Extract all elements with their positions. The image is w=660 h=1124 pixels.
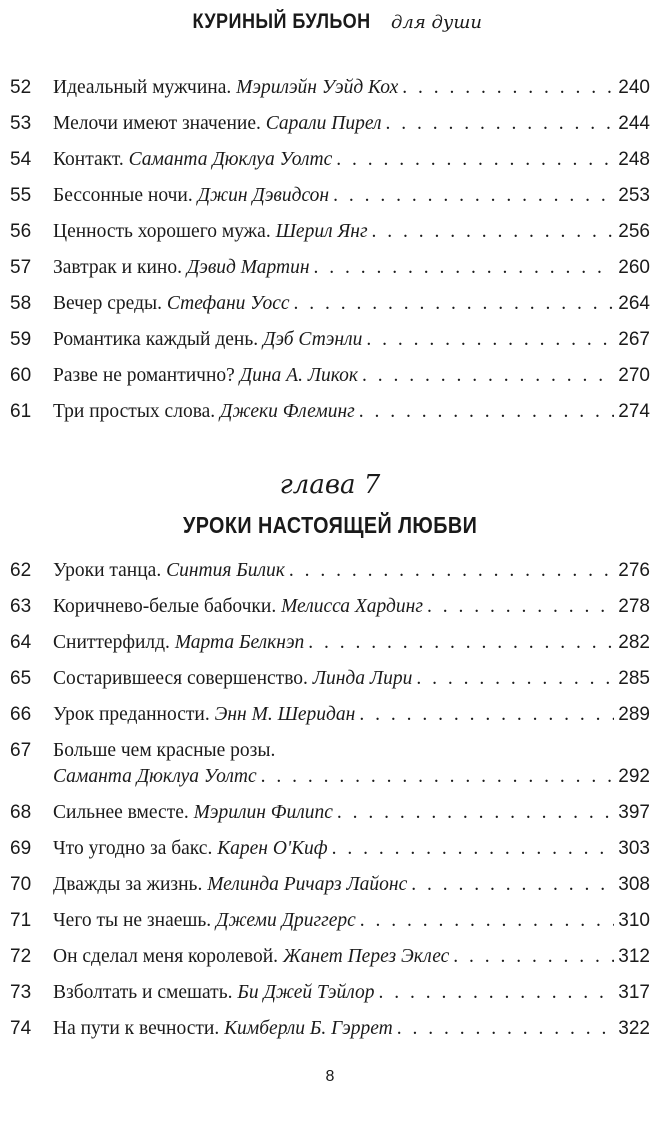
entry-author: Синтия Билик — [166, 560, 285, 581]
toc-entry[interactable] — [10, 735, 650, 797]
entry-number: 74 — [10, 1018, 32, 1039]
entry-page: 289 — [618, 704, 650, 725]
entry-page: 240 — [618, 77, 650, 98]
entry-number: 56 — [10, 221, 32, 242]
entry-number: 68 — [10, 802, 32, 823]
entry-author: Би Джей Тэйлор — [237, 982, 375, 1003]
entry-author: Мелинда Ричарз Лайонс — [207, 874, 408, 895]
toc-entry[interactable] — [10, 833, 650, 869]
entry-number: 67 — [10, 740, 32, 761]
entry-title: Чего ты не знаешь. — [53, 910, 212, 931]
toc-entry[interactable] — [10, 180, 650, 216]
toc-entry[interactable] — [10, 216, 650, 252]
entry-title: Уроки танца. — [53, 560, 162, 581]
entry-page: 256 — [618, 221, 650, 242]
chapter-label: глава 7 — [279, 470, 381, 500]
entry-page: 282 — [618, 632, 650, 653]
dot-leader — [294, 291, 615, 317]
toc-entry[interactable] — [10, 663, 650, 699]
toc-entry[interactable] — [10, 252, 650, 288]
dot-leader — [336, 147, 614, 173]
entry-number: 70 — [10, 874, 32, 895]
toc-section-1 — [10, 72, 650, 432]
toc-entry[interactable] — [10, 905, 650, 941]
dot-leader — [289, 558, 614, 584]
entry-title: Состарившееся совершенство. — [53, 668, 308, 689]
dot-leader — [333, 183, 614, 209]
entry-title: Сильнее вместе. — [53, 802, 189, 823]
dot-leader — [362, 363, 614, 389]
entry-author: Сарали Пирел — [265, 113, 382, 134]
dot-leader — [314, 255, 615, 281]
toc-entry[interactable] — [10, 591, 650, 627]
entry-page: 264 — [618, 293, 650, 314]
entry-number: 73 — [10, 982, 32, 1003]
entry-number: 71 — [10, 910, 32, 931]
toc-entry[interactable] — [10, 797, 650, 833]
dot-leader — [402, 75, 614, 101]
entry-title: Коричнево-белые бабочки. — [53, 596, 277, 617]
toc-entry[interactable] — [10, 288, 650, 324]
page-number: 8 — [325, 1068, 335, 1085]
entry-author: Мэрилин Филипс — [193, 802, 333, 823]
running-header-title: КУРИНЫЙ БУЛЬОН — [192, 10, 371, 33]
entry-page: 322 — [618, 1018, 650, 1039]
entry-author: Саманта Дюклуа Уолтс — [53, 766, 257, 787]
entry-author: Джеки Флеминг — [220, 401, 355, 422]
entry-title: Вечер среды. — [53, 293, 162, 314]
entry-number: 52 — [10, 77, 32, 98]
entry-title: Бессонные ночи. — [53, 185, 193, 206]
entry-page: 274 — [618, 401, 650, 422]
entry-title: Взболтать и смешать. — [53, 982, 233, 1003]
toc-entry[interactable] — [10, 555, 650, 591]
dot-leader — [308, 630, 614, 656]
entry-author: Марта Белкнэп — [174, 632, 305, 653]
toc-entry[interactable] — [10, 108, 650, 144]
toc-entry[interactable] — [10, 72, 650, 108]
entry-title: Больше чем красные розы. — [53, 740, 276, 761]
dot-leader — [359, 399, 615, 425]
entry-number: 54 — [10, 149, 32, 170]
entry-title: Что угодно за бакс. — [53, 838, 213, 859]
toc-entry[interactable] — [10, 360, 650, 396]
toc-entry[interactable] — [10, 1013, 650, 1049]
toc-section-2 — [10, 555, 650, 1049]
entry-author: Дина А. Ликок — [239, 365, 359, 386]
entry-page: 312 — [618, 946, 650, 967]
entry-author: Джеми Дриггерс — [216, 910, 356, 931]
entry-number: 63 — [10, 596, 32, 617]
entry-author: Шерил Янг — [275, 221, 368, 242]
toc-entry[interactable] — [10, 627, 650, 663]
entry-number: 62 — [10, 560, 32, 581]
dot-leader — [411, 872, 614, 898]
entry-page: 285 — [618, 668, 650, 689]
entry-title: Завтрак и кино. — [53, 257, 182, 278]
dot-leader — [372, 219, 615, 245]
entry-page: 244 — [618, 113, 650, 134]
entry-page: 303 — [618, 838, 650, 859]
entry-page: 278 — [618, 596, 650, 617]
entry-title: Ценность хорошего мужа. — [53, 221, 271, 242]
chapter-title-text: УРОКИ НАСТОЯЩЕЙ ЛЮБВИ — [182, 512, 478, 538]
entry-page: 310 — [618, 910, 650, 931]
entry-author: Мэрилэйн Уэйд Кох — [236, 77, 399, 98]
entry-title: Урок преданности. — [53, 704, 210, 725]
entry-number: 65 — [10, 668, 32, 689]
running-header — [0, 10, 660, 34]
entry-title: Он сделал меня королевой. — [53, 946, 279, 967]
dot-leader — [386, 111, 615, 137]
entry-title: Три простых слова. — [53, 401, 216, 422]
dot-leader — [359, 702, 614, 728]
entry-page: 270 — [618, 365, 650, 386]
entry-author: Энн М. Шеридан — [214, 704, 356, 725]
entry-page: 397 — [618, 802, 650, 823]
dot-leader — [261, 764, 615, 790]
dot-leader — [360, 908, 615, 934]
entry-number: 57 — [10, 257, 32, 278]
entry-page: 267 — [618, 329, 650, 350]
running-header-script: для души — [391, 12, 483, 33]
entry-number: 58 — [10, 293, 32, 314]
entry-number: 66 — [10, 704, 32, 725]
entry-author: Стефани Уосс — [166, 293, 290, 314]
entry-number: 61 — [10, 401, 32, 422]
entry-page: 253 — [618, 185, 650, 206]
toc-entry[interactable] — [10, 869, 650, 905]
entry-author: Дэб Стэнли — [263, 329, 363, 350]
dot-leader — [332, 836, 615, 862]
entry-number: 64 — [10, 632, 32, 653]
toc-entry[interactable] — [10, 396, 650, 432]
entry-page: 260 — [618, 257, 650, 278]
entry-title: Романтика каждый день. — [53, 329, 259, 350]
entry-author: Карен О'Киф — [217, 838, 328, 859]
entry-author: Жанет Перез Эклес — [282, 946, 450, 967]
dot-leader — [337, 800, 614, 826]
entry-number: 72 — [10, 946, 32, 967]
entry-title: Идеальный мужчина. — [53, 77, 232, 98]
entry-number: 59 — [10, 329, 32, 350]
entry-number: 60 — [10, 365, 32, 386]
dot-leader — [416, 666, 614, 692]
entry-number: 55 — [10, 185, 32, 206]
dot-leader — [397, 1016, 615, 1042]
entry-page: 292 — [618, 766, 650, 787]
entry-author: Кимберли Б. Гэррет — [224, 1018, 393, 1039]
entry-author: Дэвид Мартин — [186, 257, 310, 278]
entry-page: 276 — [618, 560, 650, 581]
entry-author: Линда Лири — [312, 668, 413, 689]
toc-entry[interactable] — [10, 941, 650, 977]
entry-page: 317 — [618, 982, 650, 1003]
entry-title: Сниттерфилд. — [53, 632, 170, 653]
dot-leader — [379, 980, 615, 1006]
entry-title: Контакт. — [53, 149, 124, 170]
entry-number: 69 — [10, 838, 32, 859]
toc-entry[interactable] — [10, 144, 650, 180]
entry-title: Дважды за жизнь. — [53, 874, 203, 895]
entry-author: Саманта Дюклуа Уолтс — [128, 149, 333, 170]
entry-page: 308 — [618, 874, 650, 895]
chapter-title — [0, 512, 660, 539]
toc-entry[interactable] — [10, 977, 650, 1013]
entry-number: 53 — [10, 113, 32, 134]
entry-title: На пути к вечности. — [53, 1018, 220, 1039]
entry-title: Мелочи имеют значение. — [53, 113, 261, 134]
dot-leader — [453, 944, 614, 970]
toc-entry[interactable] — [10, 324, 650, 360]
entry-title: Разве не романтично? — [53, 365, 235, 386]
entry-author: Мелисса Хардинг — [281, 596, 423, 617]
toc-entry[interactable] — [10, 699, 650, 735]
dot-leader — [366, 327, 614, 353]
entry-author: Джин Дэвидсон — [197, 185, 330, 206]
entry-page: 248 — [618, 149, 650, 170]
dot-leader — [427, 594, 614, 620]
